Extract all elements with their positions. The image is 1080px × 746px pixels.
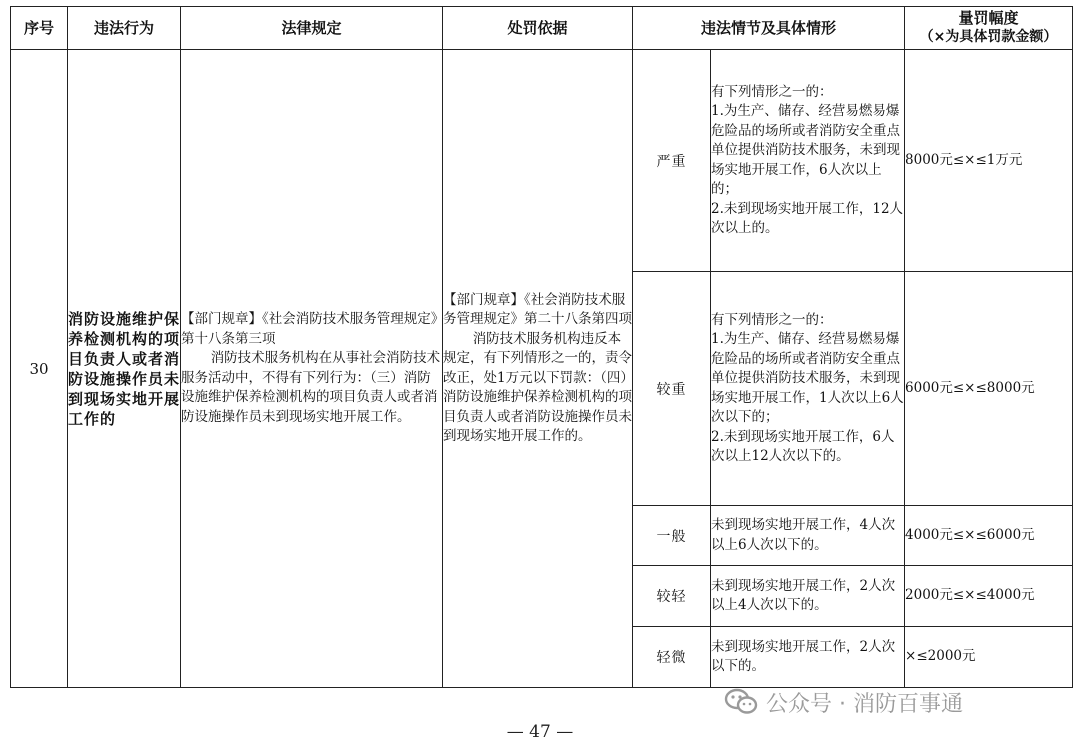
level-serious: 较重 <box>633 272 711 506</box>
header-act: 违法行为 <box>68 7 181 50</box>
amount-minor: ×≤2000元 <box>905 627 1073 688</box>
detail-line: 2.未到现场实地开展工作，12人次以上的。 <box>711 200 904 236</box>
penalty-basis <box>443 50 633 688</box>
basis-title: 【部门规章】《社会消防技术服务管理规定》第二十八条第四项 <box>443 291 632 327</box>
detail-light: 未到现场实地开展工作，2人次以上4人次以下的。 <box>711 566 905 627</box>
row-seq: 30 <box>11 50 68 688</box>
level-minor: 轻微 <box>633 627 711 688</box>
page-number: — 47 — <box>506 722 574 742</box>
header-law: 法律规定 <box>181 7 443 50</box>
legal-provision <box>181 50 443 688</box>
header-amount-title: 量罚幅度 <box>958 9 1019 27</box>
amount-severe: 8000元≤×≤1万元 <box>905 50 1073 272</box>
watermark <box>724 686 963 718</box>
level-severe: 严重 <box>633 50 711 272</box>
amount-light: 2000元≤×≤4000元 <box>905 566 1073 627</box>
detail-general: 未到现场实地开展工作，4人次以上6人次以下的。 <box>711 506 905 566</box>
watermark-text: 公众号 · 消防百事通 <box>766 691 963 717</box>
detail-minor: 未到现场实地开展工作，2人次以下的。 <box>711 627 905 688</box>
law-title: 【部门规章】《社会消防技术服务管理规定》第十八条第三项 <box>181 311 438 347</box>
detail-serious <box>711 272 905 506</box>
header-basis: 处罚依据 <box>443 7 633 50</box>
detail-severe <box>711 50 905 272</box>
detail-line: 有下列情形之一的： <box>711 83 833 100</box>
detail-line: 1.为生产、储存、经营易燃易爆危险品的场所或者消防安全重点单位提供消防技术服务，未到现场实地开展工作，6人次以上的； <box>711 103 900 197</box>
penalty-table <box>10 6 1073 688</box>
header-seq: 序号 <box>11 7 68 50</box>
basis-body: 消防技术服务机构违反本规定，有下列情形之一的，责令改正，处1万元以下罚款：（四）消防设施维护保养检测机构的项目负责人或者消防设施操作员未到现场实地开展工作的。 <box>443 330 632 444</box>
level-general: 一般 <box>633 506 711 566</box>
amount-general: 4000元≤×≤6000元 <box>905 506 1073 566</box>
law-body: 消防技术服务机构在从事社会消防技术服务活动中，不得有下列行为：（三）消防设施维护保养检测机构的项目负责人或者消防设施操作员未到现场实地开展工作。 <box>181 350 441 425</box>
table-row <box>11 50 1073 272</box>
amount-serious: 6000元≤×≤8000元 <box>905 272 1073 506</box>
wechat-icon <box>724 688 758 716</box>
detail-line: 有下列情形之一的： <box>711 311 833 328</box>
violation-act: 消防设施维护保养检测机构的项目负责人或者消防设施操作员未到现场实地开展工作的 <box>68 50 181 688</box>
detail-line: 2.未到现场实地开展工作，6人次以上12人次以下的。 <box>711 428 895 464</box>
detail-line: 1.为生产、储存、经营易燃易爆危险品的场所或者消防安全重点单位提供消防技术服务，未到现场实地开展工作，1人次以上6人次以下的； <box>711 331 904 425</box>
header-row <box>11 7 1073 50</box>
header-circumstance: 违法情节及具体情形 <box>633 7 905 50</box>
level-light: 较轻 <box>633 566 711 627</box>
header-amount <box>905 7 1073 50</box>
header-amount-note: （×为具体罚款金额） <box>919 29 1058 45</box>
